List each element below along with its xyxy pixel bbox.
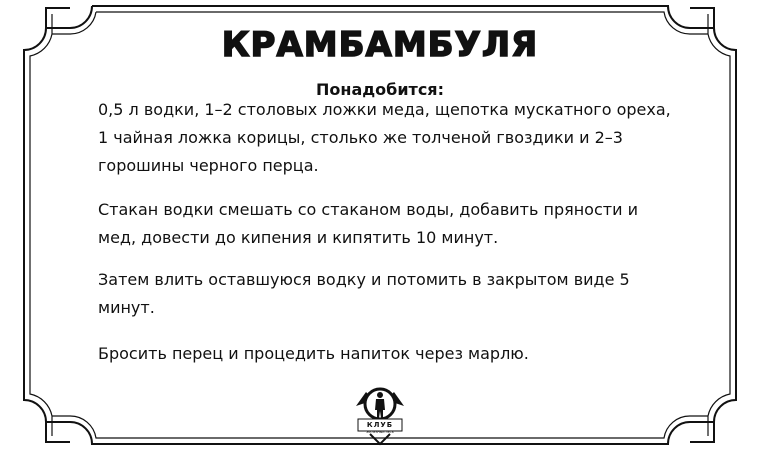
club-logo [352, 384, 408, 446]
recipe-title: КРАМБАМБУЛЯ [221, 25, 539, 65]
step-2-text: Затем влить оставшуюся водку и потомить в закрытом виде 5 минут. [98, 270, 630, 317]
ingredients-heading: Понадобится: [316, 80, 444, 99]
logo-subtext: ЖЕЛЕЗНЫЙ ЛЕСЬ [366, 430, 394, 434]
step-3-text: Бросить перец и процедить напиток через марлю. [98, 344, 529, 363]
logo-text: КЛУБ [366, 421, 394, 429]
ingredients-text: 0,5 л водки, 1–2 столовых ложки меда, щепотка мускатного ореха, 1 чайная ложка корицы, столько же толченой гвоздики и 2–3 горошины черного перца. [98, 100, 671, 175]
step-1-text: Стакан водки смешать со стаканом воды, добавить пряности и мед, довести до кипения и кипятить 10 минут. [98, 200, 638, 247]
